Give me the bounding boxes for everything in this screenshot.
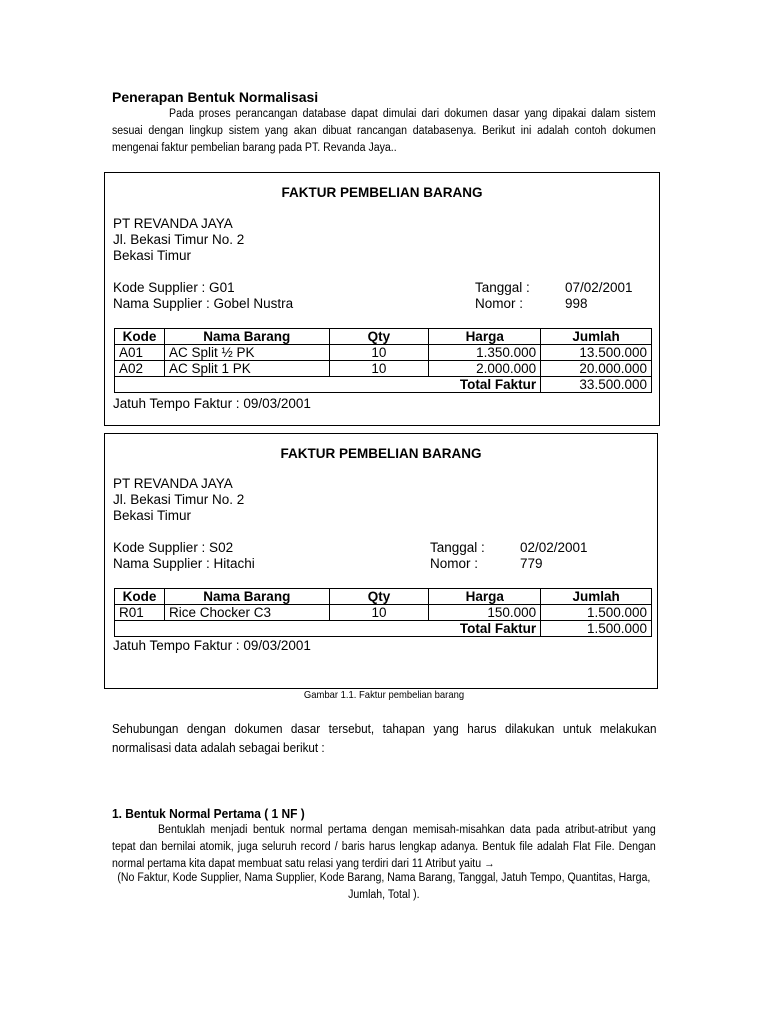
cell-qty: 10 [329,361,429,377]
company-address-2: Bekasi Timur [113,508,192,523]
company-name: PT REVANDA JAYA [113,216,233,231]
total-value: 1.500.000 [541,621,652,637]
attribute-list: (No Faktur, Kode Supplier, Nama Supplier, Kode Barang, Nama Barang, Tanggal, Jatuh Tempo, Quantitas, Harga, Jumlah, Total ). [117,872,651,901]
invoice-box-2 [104,433,658,689]
company-address-1: Jl. Bekasi Timur No. 2 [113,232,245,247]
col-header: Qty [329,589,429,605]
col-header: Jumlah [541,329,652,345]
col-header: Kode [115,329,165,345]
table-row [115,345,652,361]
number-value: 779 [520,556,543,571]
cell-kode: A02 [115,361,165,377]
section-heading: 1. Bentuk Normal Pertama ( 1 NF ) [112,806,305,821]
table-header-row [115,589,652,605]
total-row [115,377,652,393]
cell-kode: R01 [115,605,165,621]
supplier-name: Nama Supplier : Hitachi [113,556,255,571]
invoice-box-1 [104,172,660,426]
invoice-title: FAKTUR PEMBELIAN BARANG [281,185,483,200]
total-label: Total Faktur [429,621,541,637]
col-header: Kode [115,589,165,605]
col-header: Harga [429,589,541,605]
table-row [115,605,652,621]
table-row [115,361,652,377]
cell-qty: 10 [329,345,429,361]
supplier-name: Nama Supplier : Gobel Nustra [113,296,294,311]
date-value: 07/02/2001 [565,280,633,295]
intro-paragraph [112,106,656,157]
due-date: Jatuh Tempo Faktur : 09/03/2001 [113,396,311,411]
total-spacer [115,377,429,393]
table-header-row [115,329,652,345]
cell-harga: 2.000.000 [429,361,541,377]
section-body-text: Bentuklah menjadi bentuk normal pertama dengan memisah-misahkan data pada atribut-atribut yang tepat dan bernilai atomik, juga seluruh record / baris harus lengkap adanya. Bentuk file adalah Flat File. Dengan normal pertama kita dapat membuat satu relasi yang terdiri dari 11 Atribut yaitu → [112,824,656,870]
total-spacer [115,621,429,637]
total-row [115,621,652,637]
total-label: Total Faktur [429,377,541,393]
cell-nama: AC Split ½ PK [164,345,329,361]
page-heading: Penerapan Bentuk Normalisasi [112,89,319,105]
due-date: Jatuh Tempo Faktur : 09/03/2001 [113,638,311,653]
col-header: Qty [329,329,429,345]
col-header: Harga [429,329,541,345]
figure-caption: Gambar 1.1. Faktur pembelian barang [303,689,465,701]
invoice-items-table [114,588,652,637]
cell-nama: AC Split 1 PK [164,361,329,377]
section-paragraph [112,822,656,873]
number-label: Nomor : [430,556,479,571]
supplier-code: Kode Supplier : S02 [113,540,234,555]
cell-jumlah: 1.500.000 [541,605,652,621]
cell-jumlah: 20.000.000 [541,361,652,377]
invoice-items-table [114,328,652,393]
cell-kode: A01 [115,345,165,361]
company-address-2: Bekasi Timur [113,248,192,263]
company-address-1: Jl. Bekasi Timur No. 2 [113,492,245,507]
number-value: 998 [565,296,588,311]
date-value: 02/02/2001 [520,540,588,555]
date-label: Tanggal : [430,540,485,555]
cell-harga: 150.000 [429,605,541,621]
number-label: Nomor : [475,296,524,311]
cell-qty: 10 [329,605,429,621]
body-paragraph: Sehubungan dengan dokumen dasar tersebut, tahapan yang harus dilakukan untuk melakukan normalisasi data adalah sebagai berikut : [112,721,657,755]
cell-jumlah: 13.500.000 [541,345,652,361]
total-value: 33.500.000 [541,377,652,393]
col-header: Jumlah [541,589,652,605]
intro-text: Pada proses perancangan database dapat dimulai dari dokumen dasar yang dipakai dalam sistem sesuai dengan lingkup sistem yang akan dibuat rancangan databasenya. Berikut ini adalah contoh dokumen mengenai faktur pembelian barang pada PT. Revanda Jaya.. [112,108,656,154]
cell-nama: Rice Chocker C3 [164,605,329,621]
supplier-code: Kode Supplier : G01 [113,280,235,295]
col-header: Nama Barang [164,329,329,345]
company-name: PT REVANDA JAYA [113,476,233,491]
invoice-title: FAKTUR PEMBELIAN BARANG [280,446,482,461]
col-header: Nama Barang [164,589,329,605]
cell-harga: 1.350.000 [429,345,541,361]
date-label: Tanggal : [475,280,530,295]
